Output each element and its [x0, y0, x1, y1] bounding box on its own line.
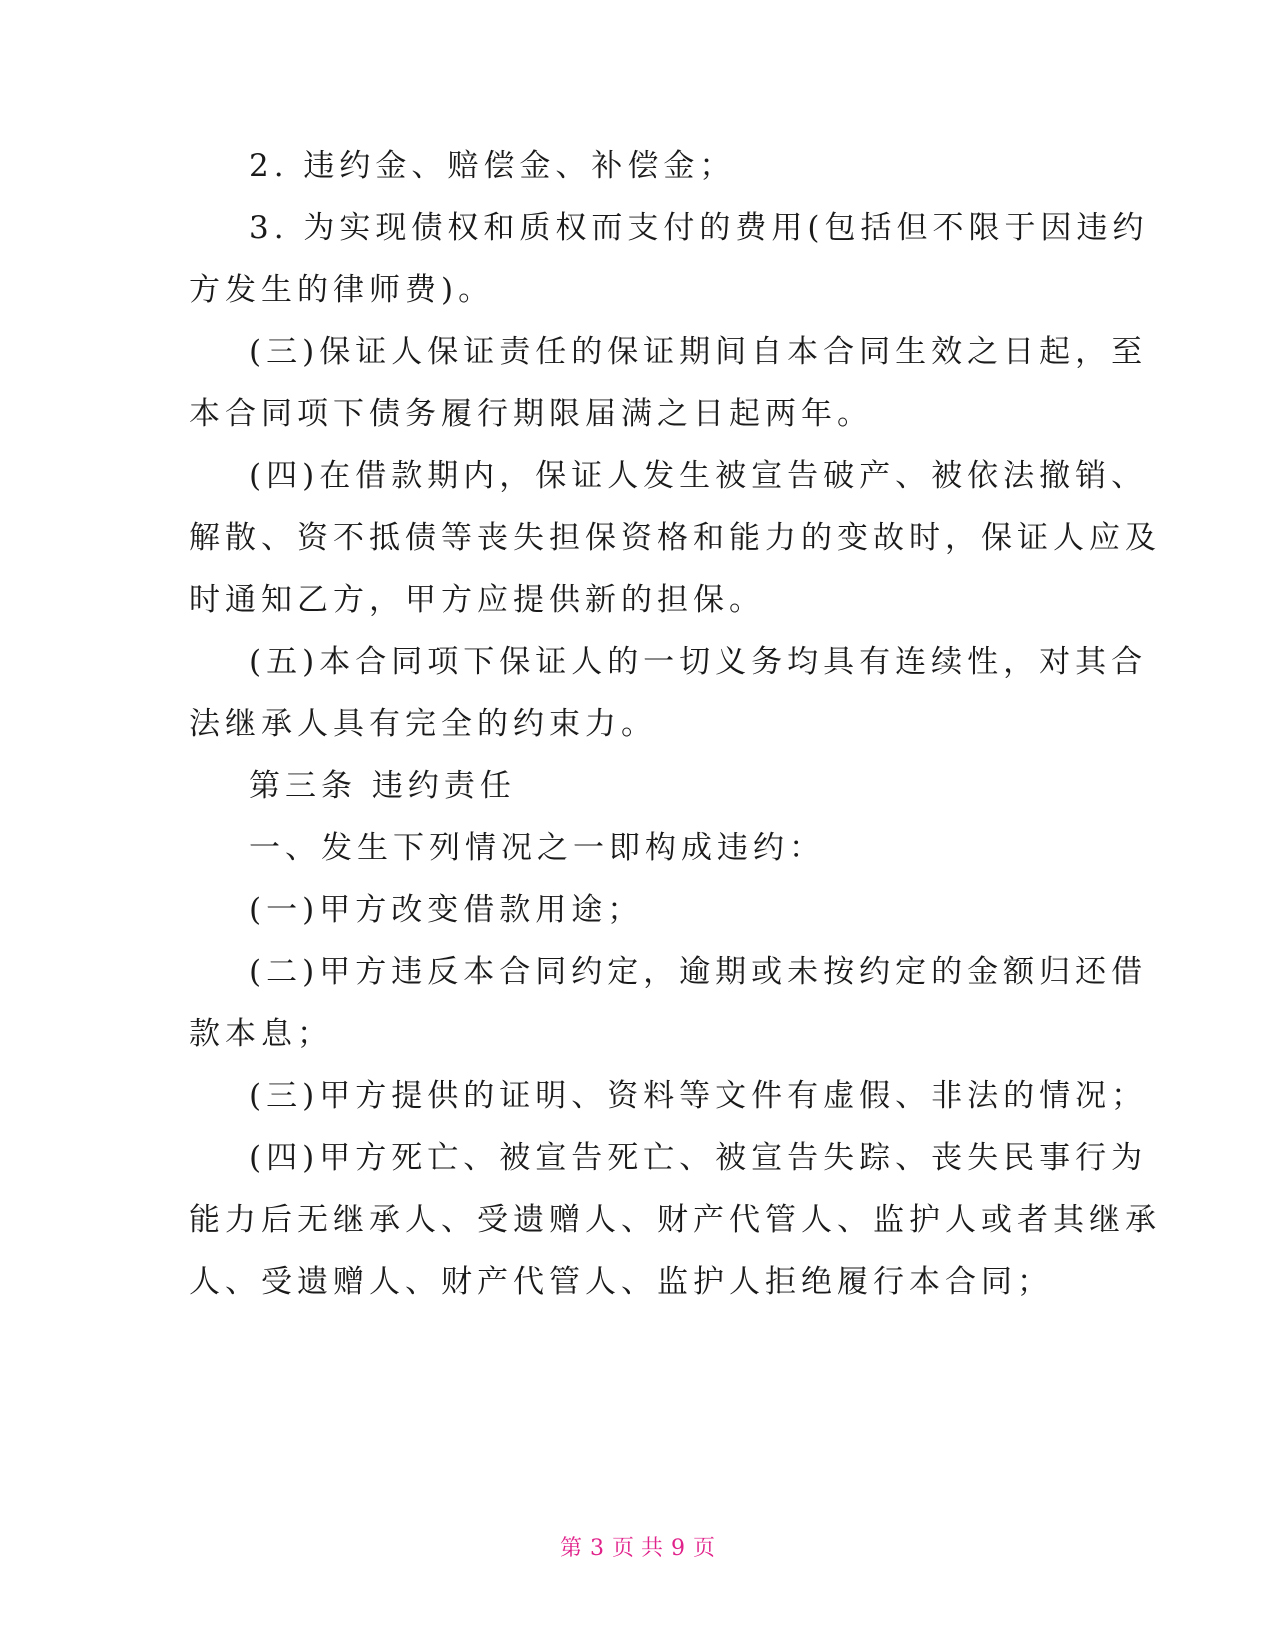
text-line: 能力后无继承人、受遗赠人、财产代管人、监护人或者其继承 — [189, 1202, 1161, 1238]
footer-suffix: 页 — [693, 1536, 716, 1561]
current-page-number: 3 — [590, 1536, 604, 1561]
text-line: (四)在借款期内，保证人发生被宣告破产、被依法撤销、 — [249, 458, 1148, 494]
text-line: (三)保证人保证责任的保证期间自本合同生效之日起，至 — [249, 334, 1148, 370]
text-line: (四)甲方死亡、被宣告死亡、被宣告失踪、丧失民事行为 — [249, 1140, 1148, 1176]
text-line: (三)甲方提供的证明、资料等文件有虚假、非法的情况； — [249, 1078, 1148, 1114]
text-line: (五)本合同项下保证人的一切义务均具有连续性，对其合 — [249, 644, 1148, 680]
total-pages-number: 9 — [671, 1536, 685, 1561]
footer-prefix: 第 — [559, 1536, 582, 1561]
text-line: 时通知乙方，甲方应提供新的担保。 — [189, 582, 765, 618]
text-line: 2. 违约金、赔偿金、补偿金； — [249, 148, 736, 184]
footer-middle: 页 共 — [612, 1536, 663, 1561]
text-line: 人、受遗赠人、财产代管人、监护人拒绝履行本合同； — [189, 1264, 1053, 1300]
text-line: (一)甲方改变借款用途； — [249, 892, 644, 928]
text-line: 3. 为实现债权和质权而支付的费用(包括但不限于因违约 — [249, 210, 1149, 246]
text-line: 一、发生下列情况之一即构成违约： — [249, 830, 825, 866]
text-line: 解散、资不抵债等丧失担保资格和能力的变故时，保证人应及 — [189, 520, 1161, 556]
page-footer — [0, 1531, 1275, 1562]
section-heading: 第三条 违约责任 — [249, 768, 516, 804]
text-line: 本合同项下债务履行期限届满之日起两年。 — [189, 396, 873, 432]
text-line: (二)甲方违反本合同约定，逾期或未按约定的金额归还借 — [249, 954, 1148, 990]
text-line: 款本息； — [189, 1016, 333, 1052]
text-line: 方发生的律师费)。 — [189, 272, 495, 308]
text-line: 法继承人具有完全的约束力。 — [189, 706, 657, 742]
